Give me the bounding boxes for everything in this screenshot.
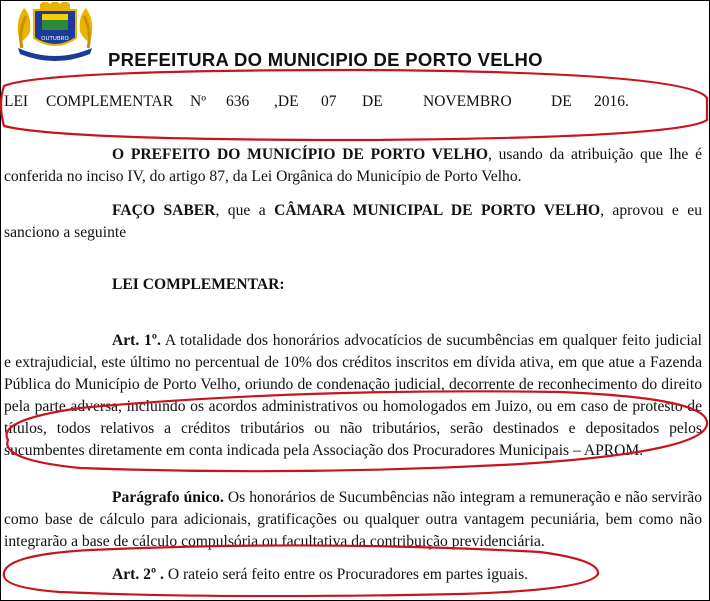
faco-saber-paragraph <box>4 200 702 244</box>
page-title: PREFEITURA DO MUNICIPIO DE PORTO VELHO <box>108 49 543 70</box>
section-heading: LEI COMPLEMENTAR: <box>112 276 285 293</box>
article-1-text: A totalidade dos honorários advocatícios de sucumbências em qualquer feito judicial e extrajudicial, este último no percentual de 10% dos créditos inscritos em dívida ativa, em que atue a Fazenda Pública do Município de Porto Velho, oriundo de condenação judicial, decorrente de reconhecimento do direito pela parte adversa, incluindo os acordos administrativos ou homologados em Juizo, ou em caso de protesto de títulos, todos relativos a créditos tributários ou não tributários, serão destinados e depositados pelos sucumbentes diretamente em conta indicada pela Associação dos Procuradores Municipais – APROM. <box>4 332 702 459</box>
article-2-text: O rateio será feito entre os Procuradores em partes iguais. <box>163 566 529 583</box>
law-title-word: LEI <box>4 93 29 110</box>
emblem-text: OUTUBRO <box>41 36 69 42</box>
municipal-coat-of-arms-icon <box>12 2 98 64</box>
prefeito-bold: O PREFEITO DO MUNICÍPIO DE PORTO VELHO <box>112 146 488 163</box>
law-title-word: COMPLEMENTAR <box>46 93 174 110</box>
prefeito-paragraph <box>4 144 702 188</box>
paragrafo-unico-text: Os honorários de Sucumbências não integram a remuneração e não servirão como base de cálculo para adicionais, gratificações ou qualquer outra vantagem pecuniária, bem como não integrarão a base de cálculo compulsória ou facultativa da contribuição previdenciária. <box>4 489 702 550</box>
law-title-word: DE <box>362 93 383 110</box>
article-1-paragraph <box>4 330 702 462</box>
article-2-label: Art. 2º . <box>112 566 164 583</box>
law-title-word: DE <box>551 93 572 110</box>
camara-bold: CÂMARA MUNICIPAL DE PORTO VELHO <box>274 202 601 219</box>
law-title-word: Nº <box>190 93 206 110</box>
article-2-paragraph <box>112 566 528 584</box>
faco-saber-bold: FAÇO SABER <box>112 202 216 219</box>
law-title-word: 636 <box>226 93 250 110</box>
law-title-word: 07 <box>321 93 337 110</box>
faco-saber-text: , que a <box>215 202 275 219</box>
paragrafo-unico-paragraph <box>4 487 702 553</box>
paragrafo-unico-label: Parágrafo único. <box>112 489 224 506</box>
law-title-word: ,DE <box>274 93 299 110</box>
law-title-word: 2016. <box>594 93 629 110</box>
faco-saber-text-2: , aprovou e eu sanciono a seguinte <box>4 202 702 241</box>
prefeito-text: , usando da atribuição que lhe é conferida no inciso IV, do artigo 87, da Lei Orgânica do Município de Porto Velho. <box>4 146 702 185</box>
law-title-word: NOVEMBRO <box>423 93 512 110</box>
article-1-label: Art. 1º. <box>112 332 161 349</box>
